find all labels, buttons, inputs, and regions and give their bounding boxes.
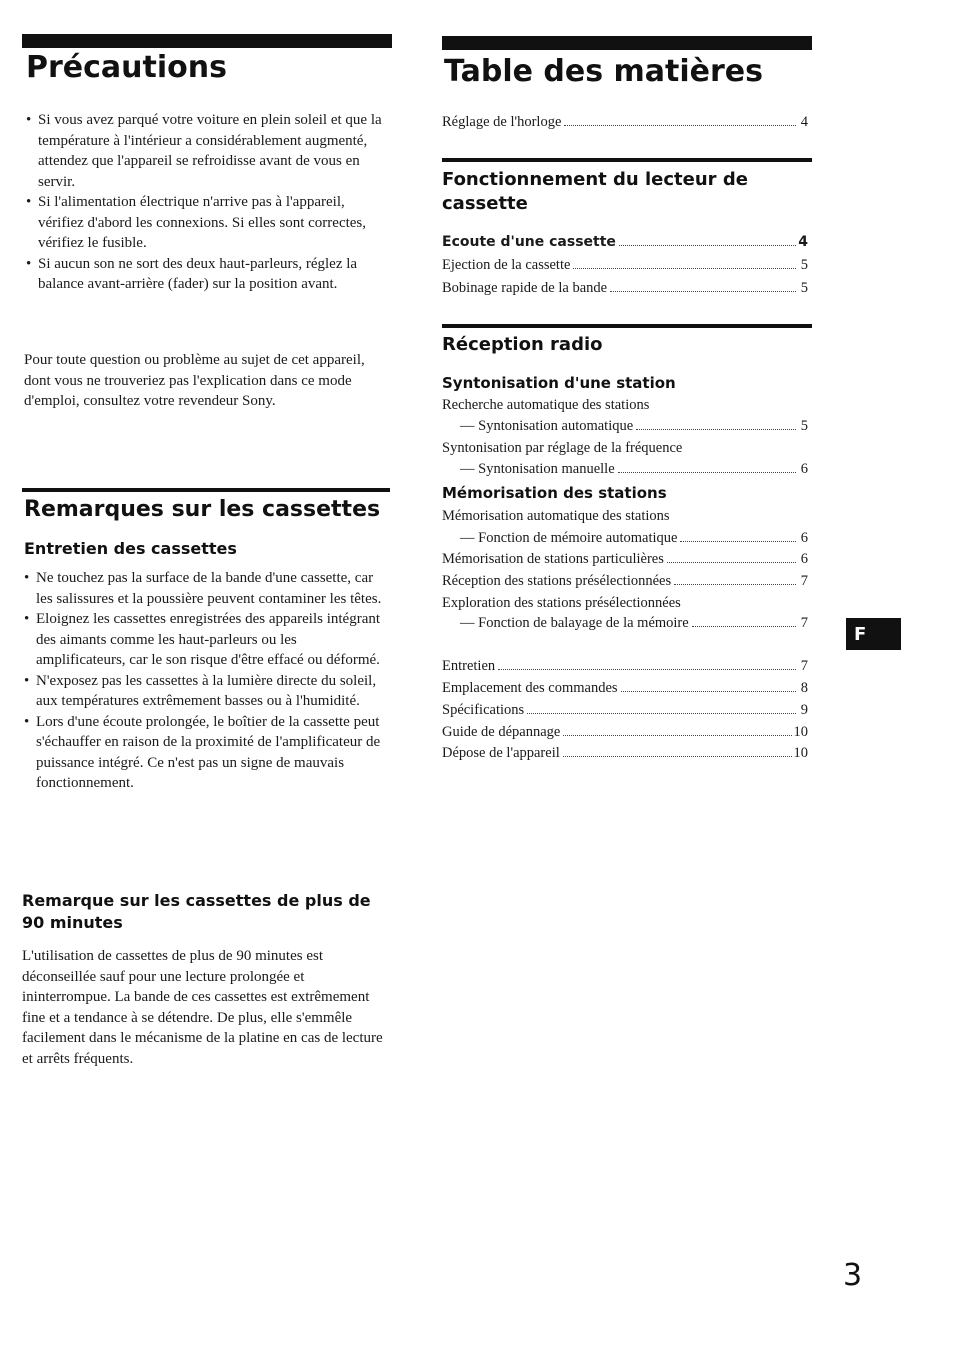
toc-entry-recherche: Recherche automatique des stations <box>442 397 650 413</box>
cassettes-title: Remarques sur les cassettes <box>24 497 381 522</box>
toc-entry-emplacement: Emplacement des commandes 8 <box>442 680 808 696</box>
language-tab: F <box>846 618 901 650</box>
list-item: • N'exposez pas les cassettes à la lumière directe du soleil, aux températures extrêmement basses ou à l'humidité. <box>24 671 390 712</box>
cassettes-rule <box>22 488 390 492</box>
toc-entry-guide: Guide de dépannage 10 <box>442 724 808 740</box>
entretien-title: Entretien des cassettes <box>24 539 237 558</box>
entretien-list <box>24 568 390 794</box>
toc-title: Table des matières <box>444 54 763 89</box>
toc-entry-entretien: Entretien 7 <box>442 658 808 674</box>
list-item: • Eloignez les cassettes enregistrées des appareils intégrant des aimants comme les haut-parleurs ou les amplificateurs, car le son risque d'être effacé ou déformé. <box>24 609 390 671</box>
page-number: 3 <box>843 1258 863 1293</box>
list-item: • Si vous avez parqué votre voiture en plein soleil et que la température à l'intérieur a considérablement augmenté, attendez que l'appareil se refroidisse avant de vous en servir. <box>26 110 388 192</box>
precautions-list <box>26 110 388 295</box>
precautions-title: Précautions <box>26 50 227 85</box>
toc-entry-synto-auto: — Syntonisation automatique 5 <box>460 418 808 434</box>
toc-entry-specifications: Spécifications 9 <box>442 702 808 718</box>
toc-entry-memo-auto: Mémorisation automatique des stations <box>442 508 670 524</box>
toc-entry-balayage: — Fonction de balayage de la mémoire 7 <box>460 615 808 631</box>
syntonisation-title: Syntonisation d'une station <box>442 374 676 392</box>
toc-entry-exploration: Exploration des stations présélectionnées <box>442 595 681 611</box>
toc-entry-memoire-auto: — Fonction de mémoire automatique 6 <box>460 530 808 546</box>
memorisation-title: Mémorisation des stations <box>442 484 667 502</box>
toc-entry-reglage: Réglage de l'horloge 4 <box>442 114 808 130</box>
toc-rule <box>442 36 812 50</box>
toc-entry-ecoute: Ecoute d'une cassette 4 <box>442 234 808 250</box>
toc-entry-synto-manuelle: — Syntonisation manuelle 6 <box>460 461 808 477</box>
toc-entry-memo-part: Mémorisation de stations particulières 6 <box>442 551 808 567</box>
remarque90-title: Remarque sur les cassettes de plus de 90 minutes <box>22 891 371 932</box>
radio-rule <box>442 324 812 328</box>
toc-entry-synto-freq: Syntonisation par réglage de la fréquence <box>442 440 683 456</box>
precautions-paragraph: Pour toute question ou problème au sujet de cet appareil, dont vous ne trouveriez pas l'explication dans ce mode d'emploi, consultez votre revendeur Sony. <box>24 352 365 409</box>
list-item: • Si l'alimentation électrique n'arrive pas à l'appareil, vérifiez d'abord les connexions. Si elles sont correctes, vérifiez le fusible. <box>26 192 388 254</box>
list-item: • Lors d'une écoute prolongée, le boîtier de la cassette peut s'échauffer en raison de la proximité de l'amplificateur de puissance intégré. Ce n'est pas un signe de mauvais fonctionnement. <box>24 712 390 794</box>
radio-title: Réception radio <box>442 334 603 355</box>
fonct-title: Fonctionnement du lecteur de cassette <box>442 169 748 214</box>
toc-entry-ejection: Ejection de la cassette 5 <box>442 257 808 273</box>
list-item: • Si aucun son ne sort des deux haut-parleurs, réglez la balance avant-arrière (fader) sur la position avant. <box>26 254 388 295</box>
precautions-rule <box>22 34 392 48</box>
toc-entry-bobinage: Bobinage rapide de la bande 5 <box>442 280 808 296</box>
fonct-rule <box>442 158 812 162</box>
toc-entry-depose: Dépose de l'appareil 10 <box>442 745 808 761</box>
remarque90-paragraph: L'utilisation de cassettes de plus de 90 minutes est déconseillée sauf pour une lecture prolongée et ininterrompue. La bande de ces cassettes est extrêmement fine et a tendance à se détendre. De plus, elle s'emmêle facilement dans le mécanisme de la platine en cas de lecture et arrêts fréquents. <box>22 948 383 1067</box>
list-item: • Ne touchez pas la surface de la bande d'une cassette, car les salissures et la poussière peuvent contaminer les têtes. <box>24 568 390 609</box>
toc-entry-reception-presel: Réception des stations présélectionnées 7 <box>442 573 808 589</box>
